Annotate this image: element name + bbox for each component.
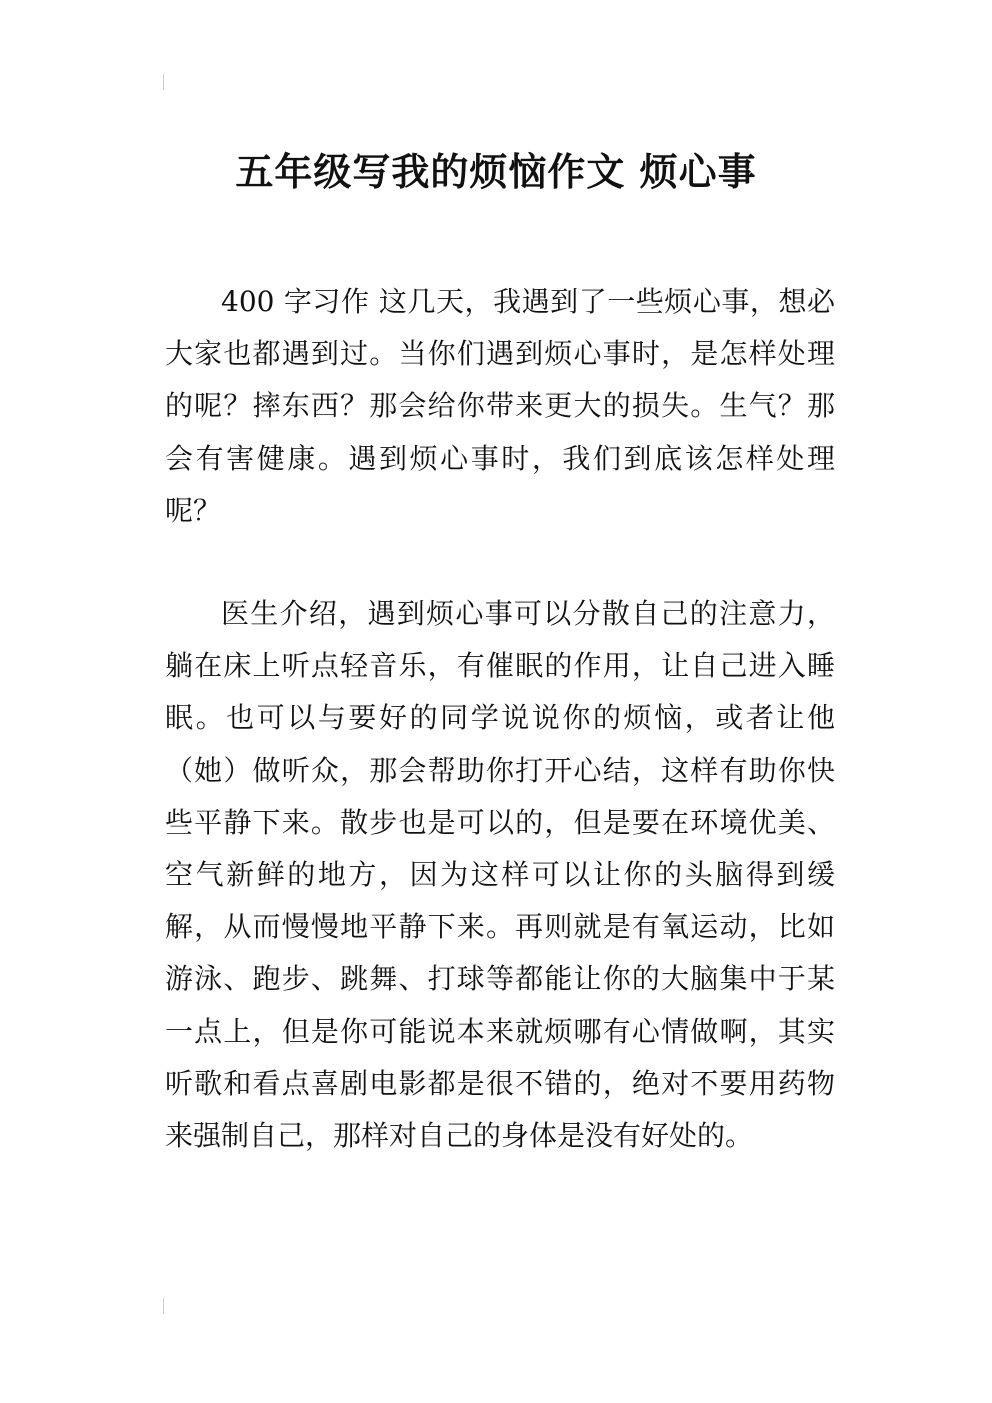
- page-title: 五年级写我的烦恼作文 烦心事: [235, 150, 757, 195]
- paragraph-advice: 医生介绍，遇到烦心事可以分散自己的注意力，躺在床上听点轻音乐，有催眠的作用，让自己进入睡眠。也可以与要好的同学说说你的烦恼，或者让他（她）做听众，那会帮助你打开心结，这样有助你快些平静下来。散步也是可以的，但是要在环境优美、空气新鲜的地方，因为这样可以让你的头脑得到缓解，从而慢慢地平静下来。再则就是有氧运动，比如游泳、跑步、跳舞、打球等都能让你的大脑集中于某一点上，但是你可能说本来就烦哪有心情做啊，其实听歌和看点喜剧电影都是很不错的，绝对不要用药物来强制自己，那样对自己的身体是没有好处的。: [165, 597, 835, 1153]
- page-corner-mark-bottom: [163, 1298, 164, 1314]
- paragraph-intro: 400 字习作 这几天，我遇到了一些烦心事，想必大家也都遇到过。当你们遇到烦心事时，是怎样处理的呢？摔东西？那会给你带来更大的损失。生气？那会有害健康。遇到烦心事时，我们到底该怎样处理呢？: [165, 285, 835, 527]
- page-corner-mark-top: [163, 74, 164, 90]
